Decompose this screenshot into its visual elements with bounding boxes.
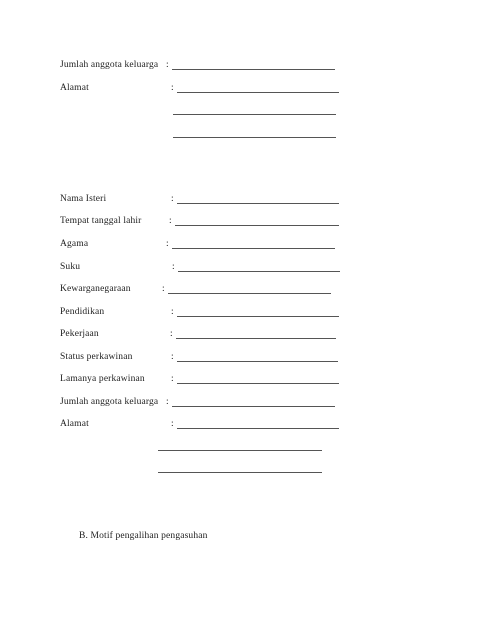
field-lamanya-perkawinan	[60, 374, 360, 388]
field-blank-line[interactable]	[177, 203, 339, 204]
field-kewarganegaraan	[60, 284, 360, 298]
field-label: Kewarganegaraan	[60, 284, 131, 294]
field-label: Nama Isteri	[60, 194, 107, 204]
field-blank-line[interactable]	[177, 92, 339, 93]
alamat-continuation-line[interactable]	[173, 137, 336, 138]
section-b-heading: B. Motif pengalihan pengasuhan	[79, 531, 208, 541]
field-colon: :	[171, 419, 174, 429]
field-colon: :	[171, 83, 174, 93]
field-colon: :	[166, 239, 169, 249]
field-blank-line[interactable]	[175, 225, 339, 226]
field-agama	[60, 239, 360, 253]
field-label: Pekerjaan	[60, 329, 99, 339]
field-colon: :	[172, 262, 175, 272]
field-blank-line[interactable]	[177, 316, 339, 317]
field-colon: :	[171, 194, 174, 204]
field-status-perkawinan	[60, 352, 360, 366]
field-nama-isteri	[60, 194, 360, 208]
field-blank-line[interactable]	[172, 248, 335, 249]
field-label: Alamat	[60, 83, 89, 93]
field-label: Status perkawinan	[60, 352, 133, 362]
field-colon: :	[171, 352, 174, 362]
field-colon: :	[169, 216, 172, 226]
field-label: Pendidikan	[60, 307, 105, 317]
field-alamat-2	[60, 419, 360, 433]
field-jumlah-anggota-keluarga-1	[60, 60, 360, 74]
field-tempat-tanggal-lahir	[60, 216, 360, 230]
field-jumlah-anggota-keluarga-2	[60, 397, 360, 411]
field-colon: :	[166, 60, 169, 70]
field-blank-line[interactable]	[177, 383, 339, 384]
field-colon: :	[171, 374, 174, 384]
field-blank-line[interactable]	[168, 293, 331, 294]
field-blank-line[interactable]	[172, 69, 335, 70]
field-label: Jumlah anggota keluarga	[60, 60, 159, 70]
field-colon: :	[171, 307, 174, 317]
field-blank-line[interactable]	[177, 428, 339, 429]
field-label: Jumlah anggota keluarga	[60, 397, 159, 407]
alamat-continuation-line[interactable]	[173, 114, 336, 115]
field-colon: :	[170, 329, 173, 339]
field-colon: :	[166, 397, 169, 407]
field-colon: :	[162, 284, 165, 294]
field-label: Alamat	[60, 419, 89, 429]
field-label: Agama	[60, 239, 89, 249]
field-blank-line[interactable]	[176, 338, 336, 339]
field-blank-line[interactable]	[178, 271, 340, 272]
field-label: Lamanya perkawinan	[60, 374, 145, 384]
alamat-continuation-line[interactable]	[158, 450, 322, 451]
field-pekerjaan	[60, 329, 360, 343]
field-alamat-1	[60, 83, 360, 97]
alamat-continuation-line[interactable]	[158, 472, 322, 473]
field-label: Tempat tanggal lahir	[60, 216, 142, 226]
field-blank-line[interactable]	[177, 361, 338, 362]
field-blank-line[interactable]	[172, 406, 335, 407]
field-label: Suku	[60, 262, 81, 272]
field-suku	[60, 262, 360, 276]
field-pendidikan	[60, 307, 360, 321]
